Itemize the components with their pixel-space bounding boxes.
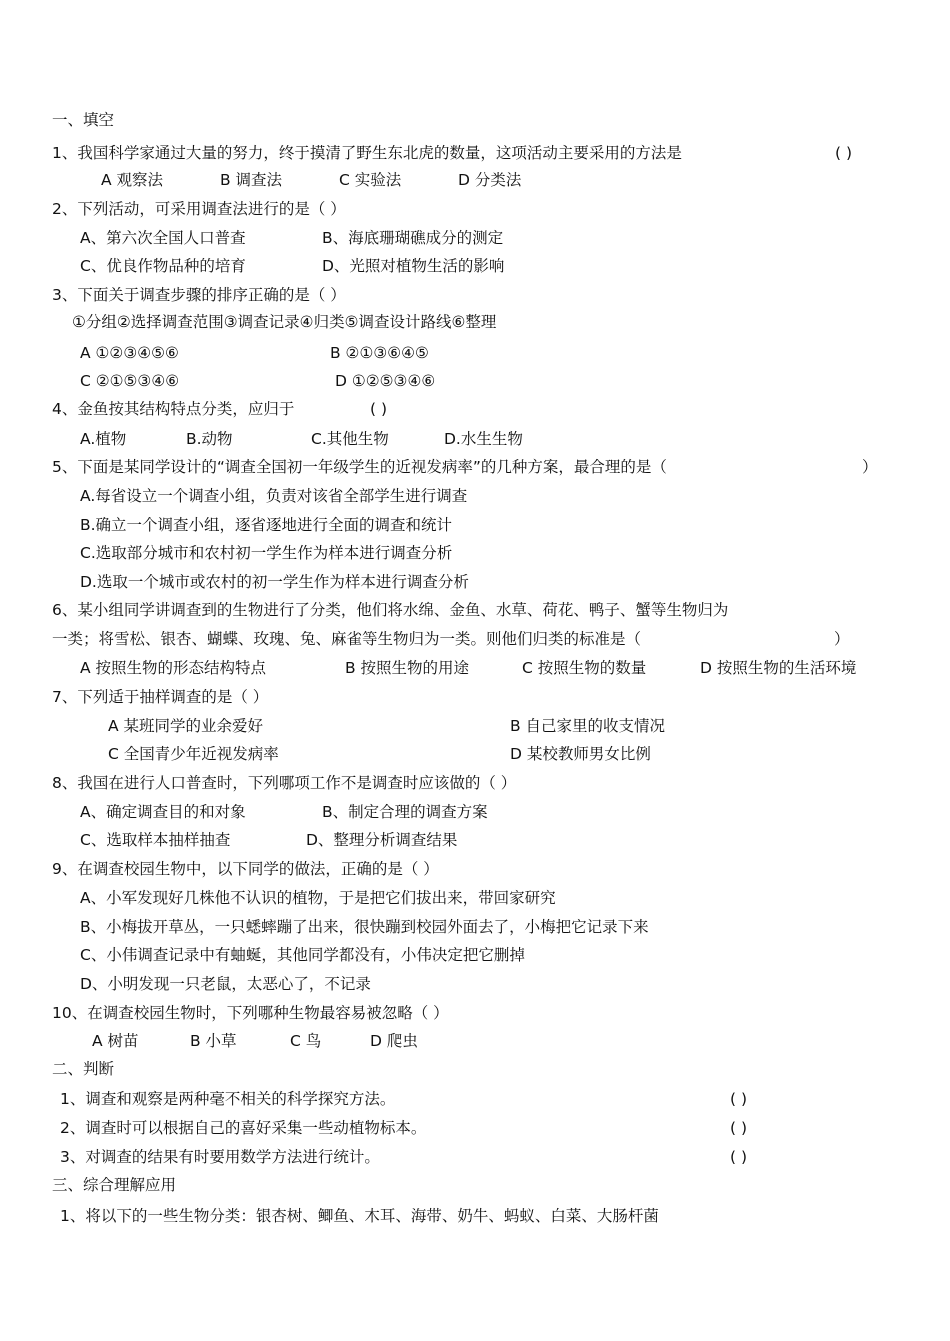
question-6-stem-line-2: 一类；将雪松、银杏、蝴蝶、玫瑰、兔、麻雀等生物归为一类。则他们归类的标准是（ bbox=[52, 630, 642, 648]
question-5-option-b: B.确立一个调查小组，逐省逐地进行全面的调查和统计 bbox=[80, 516, 453, 534]
tf-question-1-answer-blank[interactable]: ( ) bbox=[730, 1090, 748, 1108]
question-3-steps: ①分组②选择调查范围③调查记录④归类⑤调查设计路线⑥整理 bbox=[72, 313, 497, 331]
question-2-option-c: C、优良作物品种的培育 bbox=[80, 257, 246, 275]
question-5-answer-blank[interactable]: ） bbox=[862, 458, 878, 476]
question-8-stem: 8、我国在进行人口普查时，下列哪项工作不是调查时应该做的（ ） bbox=[52, 774, 517, 792]
question-5-option-d: D.选取一个城市或农村的初一学生作为样本进行调查分析 bbox=[80, 573, 469, 591]
question-10-option-b: B 小草 bbox=[190, 1032, 237, 1050]
question-3-option-c: C ②①⑤③④⑥ bbox=[80, 372, 180, 390]
question-1-option-b: B 调查法 bbox=[220, 171, 283, 189]
question-10-option-a: A 树苗 bbox=[92, 1032, 139, 1050]
question-5-stem: 5、下面是某同学设计的“调查全国初一年级学生的近视发病率”的几种方案，最合理的是（ bbox=[52, 458, 667, 476]
question-2-option-a: A、第六次全国人口普查 bbox=[80, 229, 246, 247]
question-9-stem: 9、在调查校园生物中，以下同学的做法，正确的是（ ） bbox=[52, 860, 439, 878]
question-2-option-d: D、光照对植物生活的影响 bbox=[322, 257, 505, 275]
tf-question-3-answer-blank[interactable]: ( ) bbox=[730, 1148, 748, 1166]
application-question-1: 1、将以下的一些生物分类：银杏树、鲫鱼、木耳、海带、奶牛、蚂蚁、白菜、大肠杆菌 bbox=[60, 1207, 659, 1225]
question-6-option-c: C 按照生物的数量 bbox=[522, 659, 647, 677]
question-7-stem: 7、下列适于抽样调查的是（ ） bbox=[52, 688, 269, 706]
question-1-answer-blank[interactable]: ( ) bbox=[835, 144, 853, 162]
question-2-stem: 2、下列活动，可采用调查法进行的是（ ） bbox=[52, 200, 346, 218]
question-3-option-b: B ②①③⑥④⑤ bbox=[330, 344, 429, 362]
question-7-option-b: B 自己家里的收支情况 bbox=[510, 717, 666, 735]
question-9-option-d: D、小明发现一只老鼠，太恶心了，不记录 bbox=[80, 975, 371, 993]
question-6-stem-line-1: 6、某小组同学讲调查到的生物进行了分类，他们将水绵、金鱼、水草、荷花、鸭子、蟹等生物归为 bbox=[52, 601, 729, 619]
section-heading-true-false: 二、判断 bbox=[52, 1060, 115, 1078]
tf-question-2-answer-blank[interactable]: ( ) bbox=[730, 1119, 748, 1137]
question-7-option-d: D 某校教师男女比例 bbox=[510, 745, 651, 763]
question-6-option-a: A 按照生物的形态结构特点 bbox=[80, 659, 267, 677]
question-5-option-a: A.每省设立一个调查小组，负责对该省全部学生进行调查 bbox=[80, 487, 468, 505]
question-8-option-c: C、选取样本抽样抽查 bbox=[80, 831, 231, 849]
question-4-option-a: A.植物 bbox=[80, 430, 127, 448]
question-1-option-c: C 实验法 bbox=[339, 171, 402, 189]
question-3-option-d: D ①②⑤③④⑥ bbox=[335, 372, 436, 390]
question-6-option-d: D 按照生物的生活环境 bbox=[700, 659, 857, 677]
question-7-option-a: A 某班同学的业余爱好 bbox=[108, 717, 264, 735]
question-9-option-c: C、小伟调查记录中有蚰蜒，其他同学都没有，小伟决定把它删掉 bbox=[80, 946, 525, 964]
question-2-option-b: B、海底珊瑚礁成分的测定 bbox=[322, 229, 504, 247]
question-10-option-d: D 爬虫 bbox=[370, 1032, 418, 1050]
question-4-option-b: B.动物 bbox=[186, 430, 233, 448]
question-8-option-a: A、确定调查目的和对象 bbox=[80, 803, 246, 821]
tf-question-2: 2、调查时可以根据自己的喜好采集一些动植物标本。 bbox=[60, 1119, 427, 1137]
question-8-option-d: D、整理分析调查结果 bbox=[306, 831, 458, 849]
question-4-option-c: C.其他生物 bbox=[311, 430, 389, 448]
question-7-option-c: C 全国青少年近视发病率 bbox=[108, 745, 279, 763]
question-1-stem: 1、我国科学家通过大量的努力，终于摸清了野生东北虎的数量，这项活动主要采用的方法是 bbox=[52, 144, 682, 162]
question-1-option-d: D 分类法 bbox=[458, 171, 522, 189]
question-4-option-d: D.水生生物 bbox=[444, 430, 523, 448]
question-1-option-a: A 观察法 bbox=[101, 171, 164, 189]
tf-question-1: 1、调查和观察是两种毫不相关的科学探究方法。 bbox=[60, 1090, 396, 1108]
question-9-option-a: A、小军发现好几株他不认识的植物，于是把它们拔出来，带回家研究 bbox=[80, 889, 556, 907]
question-4-stem: 4、金鱼按其结构特点分类，应归于 bbox=[52, 400, 295, 418]
question-10-option-c: C 鸟 bbox=[290, 1032, 322, 1050]
question-10-stem: 10、在调查校园生物时，下列哪种生物最容易被忽略（ ） bbox=[52, 1004, 449, 1022]
question-5-option-c: C.选取部分城市和农村初一学生作为样本进行调查分析 bbox=[80, 544, 453, 562]
section-heading-fill-blank: 一、填空 bbox=[52, 111, 115, 129]
question-8-option-b: B、制定合理的调查方案 bbox=[322, 803, 488, 821]
question-3-option-a: A ①②③④⑤⑥ bbox=[80, 344, 179, 362]
question-4-answer-blank[interactable]: ( ) bbox=[370, 400, 388, 418]
tf-question-3: 3、对调查的结果有时要用数学方法进行统计。 bbox=[60, 1148, 380, 1166]
question-6-option-b: B 按照生物的用途 bbox=[345, 659, 470, 677]
section-heading-application: 三、综合理解应用 bbox=[52, 1176, 177, 1194]
question-9-option-b: B、小梅拔开草丛，一只蟋蟀蹦了出来，很快蹦到校园外面去了，小梅把它记录下来 bbox=[80, 918, 649, 936]
question-3-stem: 3、下面关于调查步骤的排序正确的是（ ） bbox=[52, 286, 346, 304]
question-6-answer-blank[interactable]: ） bbox=[834, 630, 850, 648]
